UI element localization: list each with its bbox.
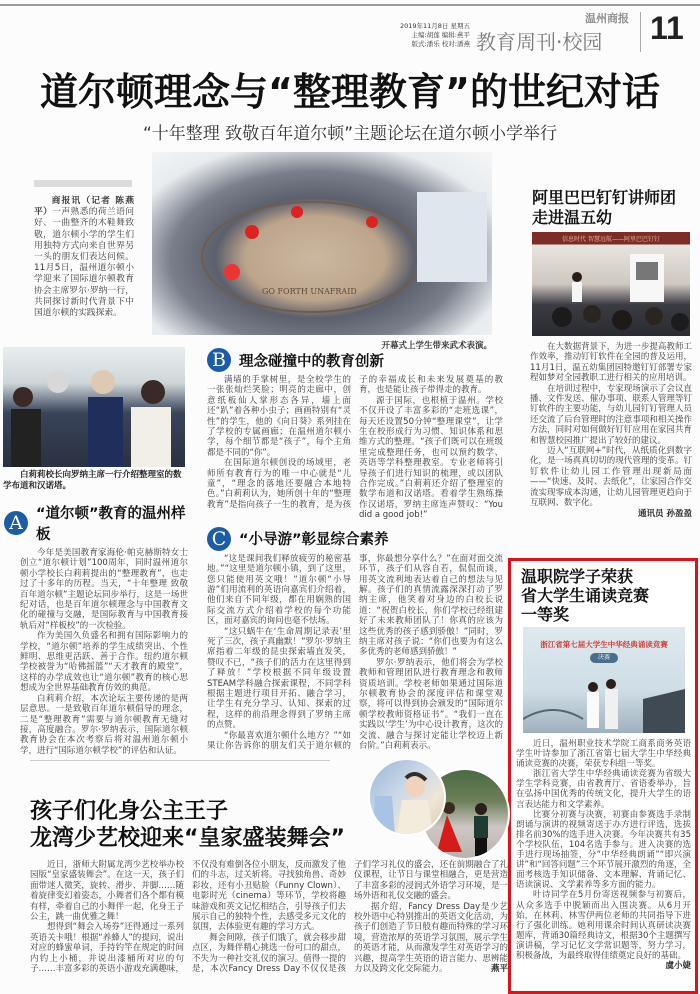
recitation-photo-badge: 决赛 xyxy=(590,653,618,663)
section-a-body: 今年是美国教育家海伦·帕克赫斯特女士创立“道尔顿计划”100周年，同时温州道尔顿小学校长白莉莉提出的“整理教育”，也走过了十多年的历程。当天，“十年整理 致敬百年道尔顿”主题论坛同步举行，这是一场世纪对话，也是百年道尔顿理念与中国教育文化的碰撞与交融，是国际教育与中国教育接轨后对“样板校”的一次检验。 作为美国久负盛名和拥有国际影响力的学校，“道尔顿”培养的学生成绩突出、个性鲜明、思维更活跃、善于合作。纽约道尔顿学校被誉为“哈佛摇篮”“天才教育的殿堂”，这样的办学成效也让“道尔顿”教育的核心思想成为全世界基础教育仿效的典范。 白莉莉介绍，本次论坛主要传递的是两层意思。一是致敬百年道尔顿倡导的理念，二是“整理教育”需要与道尔顿教育无缝对接，高度融合。罗尔·罗纳表示，国际道尔顿教育协会在本次考察后将对温州道尔顿小学，进行“国际道尔顿学校”的评估和认证。 xyxy=(20,548,188,756)
ball-body: 近日，浙师大附属龙湾少艺校举办校园版“皇家盛装舞会”。在这一天，孩子们面带迷人微笑，旋转、滑步、并脚……随着旋律变幻着姿态，小舞者们各个都有模有样，牵着自己的小舞伴一起，化身王子公主，跳一曲优雅之舞！ 想得到“舞会入场券”还得通过一系列英语关卡哦！根据“养蜂人”的提问，说出对应的蜂蜜单词，手持钓竿在规定的时间内钓上小桶，并说出漆桶所对应的句子……丰富多彩的英语小游戏充满趣味，不仅没有难倒各位小朋友，反而激发了他们的斗志，过关斩将。寻找独角兽、奇妙彩妆，还有小丑贴脸（Funny Clown）、电影时光（cinema）等环节，学校将趣味游戏和英文记忆相结合，引导孩子们去展示自己的独特个性，去感受多元文化的氛围，去体验更有趣的学习方式。 舞会间隙，孩子们饿了，就会移步甜点区，为舞伴精心挑选一份可口的甜点，不失为一种社交礼仪的演习。值得一提的是，本次Fancy Dress Day不仅仅是孩子们学习礼仪的盛会，还在前期融合了礼仪课程，让节日与课堂相融合，更是营造了丰富多彩的浸润式外语学习环境，是一场外语和礼仪交融的盛会。 据介绍，Fancy Dress Day是少艺校外语中心特别推出的英语文化活动，为孩子们创造了节日般有趣而特殊的学习环境，营造浓厚的英语学习氛围，展示学生的英语才能，从而激发学生对英语学习的兴趣，提高学生英语的语言能力、思辨能力以及跨文化交际能力。 燕平 xyxy=(30,860,508,975)
dingtalk-byline: 通讯员 孙盈盈 xyxy=(638,508,692,519)
top-rule xyxy=(0,4,700,6)
ball-photo-princess xyxy=(368,758,446,836)
dingtalk-body: 在大数据背景下，为进一步提高教师工作效率，推动钉钉软件在全园的普及运用，11月1日，温五幼集团园特邀钉钉部署专家程如梦对全园教职工进行相关的应用培训。 在培训过程中，专家现场演示了会议直播、文件发送、催办事项、联系人管理等钉钉软件的主要功能，与幼儿园钉钉管理人员还交流了后台管理时的注意事项和相关操作方法，同时对如何做好钉钉应用在家园共育和智慧校园推广提出了较好的建议。 迈入“互联网+”时代，从纸质化到数字化，是一场真真切切的现代管理的变革。钉钉软件让幼儿园工作管理出现新局面——“快速、及时、去纸化”，让家园合作交流实现零成本沟通，让幼儿园管理更趋向于互联网、数字化。 通讯员 孙盈盈 xyxy=(530,342,692,519)
header-divider xyxy=(640,12,641,52)
lead-subheadline: “十年整理 致敬百年道尔顿”主题论坛在道尔顿小学举行 xyxy=(142,124,558,144)
main-photo-caption: 开幕式上学生带来武术表演。 xyxy=(381,341,492,351)
lead-bottom-rule xyxy=(30,760,330,761)
section-b-title: 理念碰撞中的教育创新 xyxy=(239,353,384,370)
section-a-badge: A xyxy=(4,511,28,535)
main-photo-graphic xyxy=(152,152,492,335)
recitation-headline: 温职院学子荣获 省大学生诵读竞赛 一等奖 xyxy=(521,567,650,624)
section-a-title: “道尔顿”教育的温州样板 xyxy=(36,506,186,543)
intro-rule xyxy=(34,180,132,187)
dingtalk-headline: 阿里巴巴钉钉讲师团 走进温五幼 xyxy=(532,188,677,227)
section-name: 教育周刊·校园 xyxy=(476,30,603,54)
editors: 主编:胡莲 编辑:燕平 xyxy=(411,31,470,39)
lead-intro xyxy=(34,196,134,319)
recitation-box xyxy=(508,558,698,994)
recitation-byline: 虞小婕 xyxy=(665,961,691,972)
section-b-body: 满墙的手掌树里，是全校学生的一张张灿烂笑脸；明亮的走廊中，创意纸板仙人掌形态各异，墙上面还“趴”着各种小虫子；画画特别有“灵性”的学生，他的《向日葵》系列挂在了学校的专属画廊；在温州道尔顿小学，每个细节都是“孩子”，每个主角都是不同的“你”。 在国际道尔顿创设的场域里，老师所有教育行为的唯一中心就是“儿童”，“理念的落地还要融合本地特色。”白莉莉认为，她所创十年的“整理教育”是指向孩子一生的教育，是为孩子的幸福成长和未来发展奠基的教育，也是能让孩子带得走的教育。 源于国际，也根植于温州。学校不仅开设了丰富多彩的“走班选课”，每天还设置50分钟“整理课堂”，让学生在校形成行为习惯、知识体系和思维方式的整理。“孩子们既可以在班级里完成整理任务，也可以预约数学、英语等学科整理教室。专业老师将引导孩子们进行知识的梳理，或以团队合作完成。”白莉莉还介绍了整理室的数学布道和汉诺塔。看着学生熟练操作汉诺塔，罗纳主席连声赞叹：“You did a good job!” xyxy=(207,375,503,521)
masthead-meta xyxy=(388,22,470,49)
issue-date: 2019年11月8日 星期五 xyxy=(399,22,470,30)
side-photo-graphic xyxy=(3,347,185,467)
lead-headline: 道尔顿理念与“整理教育”的世纪对话 xyxy=(40,70,660,114)
dingtalk-photo-banner: 信息时代 智慧远航——阿里巴巴钉钉 xyxy=(562,236,660,243)
section-b-badge: B xyxy=(207,348,231,372)
section-c-title: “小导游”彰显综合素养 xyxy=(239,532,389,549)
section-a-heading xyxy=(4,502,188,544)
section-c-heading xyxy=(207,527,503,551)
section-c-badge: C xyxy=(207,527,231,551)
intro-text: 一声熟悉的荷兰语问好、一曲整齐的木鞋舞致敬，道尔顿小学的学生们用独特方式向来自世界另一头的朋友们表达问候。11月5日，温州道尔顿小学迎来了国际道尔顿教育协会主席罗尔·罗纳一行，共同探讨新时代背景下中国道尔顿的实践探索。 xyxy=(34,207,134,319)
dingtalk-photo xyxy=(532,232,690,336)
floor-motto: GO FORTH UNAFRAID xyxy=(262,287,357,296)
ball-headline: 孩子们化身公主王子 龙湾少艺校迎来“皇家盛装舞会” xyxy=(30,799,345,851)
recitation-photo xyxy=(523,627,685,733)
side-photo-caption: 白莉莉校长向罗纳主席一行介绍整理室的数学布道和汉诺塔。 xyxy=(3,470,182,491)
sections-b-c xyxy=(207,348,503,751)
section-b-heading xyxy=(207,348,503,372)
ball-photo-princess-graphic xyxy=(370,760,444,834)
section-c-body: “这是课间我们释放疲劳的秘密基地。”“这里是道尔顿小镇，到了这里，您只能使用英文哦！”道尔顿“小导游”们用流利的英语向嘉宾们介绍着，他们来自不同年级，都在用娴熟的国际交流方式介绍着学校的每个功能区，面对嘉宾的询问也毫不怯场。 “这只蜗牛在‘生命周期记录表’里死了三次，孩子真幽默！”罗尔·罗纳主席指着二年级的昆虫探索墙直发笑，赞叹不已，“孩子们的活力在这里得到了释放！”学校根据不同年级设置STEAM学科融合探索课程，不同学科根据主题进行项目开拓、融合学习，让学生有充分学习、认知、探索的过程，这样的前沿理念得到了罗纳主席的点赞。 “你最喜欢道尔顿什么地方？”“如果让你告诉你的朋友们关于道尔顿的事，你最想分享什么？”在面对面交流环节，孩子们从容自若，侃侃而谈，用英文流利地表达着自己的想法与见解。孩子们的真情流露深深打动了罗纳主席，他笑着对身边的白校长说道：“祝贺白校长，你们学校已经组建好了未来教师团队了！你真的应该为这些优秀的孩子感到骄傲！”同时，罗纳主席对孩子说：“你们也要为有这么多优秀的老师感到骄傲！” 罗尔·罗纳表示，他们将会为学校教师和管理团队进行教育理念和教师资质培训。学校老师如果通过国际道尔顿教育协会的深度评估和课堂观察，将可以得到协会颁发的“国际道尔顿学校教师资格证书”。“我们一直在实践以‘学生’为中心设计教育，这次的交流、融合与探讨定能让学校迈上新台阶。”白莉莉表示。 xyxy=(207,553,503,751)
ball-byline: 燕平 xyxy=(490,964,508,975)
page-number: 11 xyxy=(650,10,684,46)
section-a xyxy=(4,502,188,756)
recitation-body: 近日，温州职业技术学院工商系商务英语学生叶诗参加了浙江省第七届大学生中华经典诵读竞赛的决赛，荣获专科组一等奖。 浙江省大学生中华经典诵读竞赛为省级大学生学科竞赛，由省教育厅、省语委举办，旨在弘扬中国优秀的传统文化，提升大学生的语言表达能力和文学素养。 比赛分初赛与决赛，初赛由参赛选手录制朗诵与演讲的视频寄送于办方进行评选，选拔排名前30%的选手进入决赛。今年决赛共有35个学校队伍，104名选手参与。进入决赛的选手进行现场抽签，分“中华经典朗诵”“即兴演讲”和“回答问题”三个环节展开激烈的角逐，全面考核选手知识储备、文本理解、背诵记忆、语读演说、文学素养等多方面的能力。 叶诗同学在5月份寄送视频参与初赛后，从众多选手中脱颖而出入围决赛。从6月开始，在林莉、林雪伊两位老师的共同指导下进行了强化训练。她利用课余时间认真研读决赛题库，背诵30篇经典诗文，根据30个主题撰写演讲稿，学习记忆文学常识题等，努力学习，积极备战，为最终取得佳绩奠定良好的基础。 虞小婕 xyxy=(516,739,691,972)
designers: 版式:潘乐 校对:潘燕 xyxy=(411,40,470,48)
recitation-photo-banner: 浙江省第七届大学生中华经典诵读竞赛 xyxy=(540,640,668,649)
side-photo-visit xyxy=(3,347,185,467)
dingtalk-photo-graphic xyxy=(532,232,690,336)
paper-name: 温州商报 xyxy=(585,12,629,25)
recitation-photo-graphic xyxy=(523,627,685,733)
main-photo-martial-arts xyxy=(152,152,492,335)
intro-dateline: 商报讯（记者 陈燕平） xyxy=(34,196,134,218)
